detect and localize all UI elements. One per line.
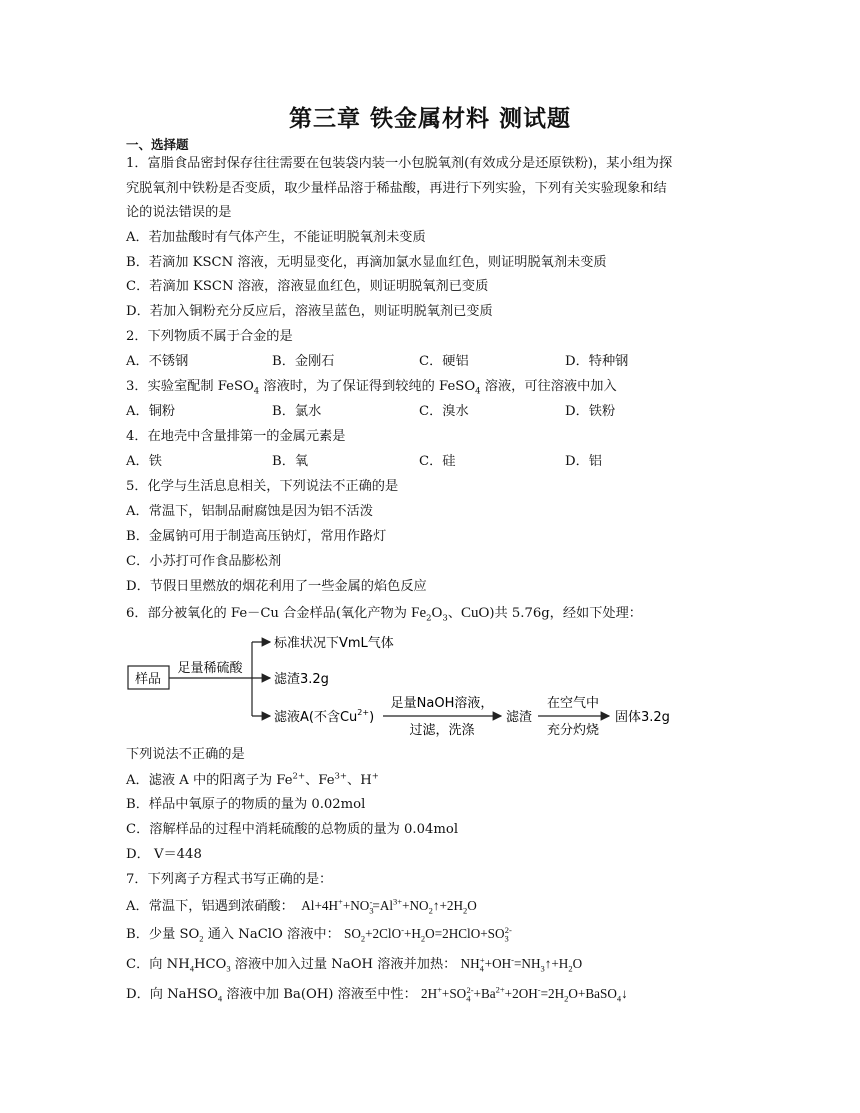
q6-stem-part-b: )共 5.76g，经如下处理： xyxy=(489,606,642,621)
q6-oxide-o: O xyxy=(431,605,443,621)
q1-option-d: D．若加入铜粉充分反应后，溶液呈蓝色，则证明脱氧剂已变质 xyxy=(126,304,493,319)
ion-text-2: 、H xyxy=(347,773,372,788)
q7-a-prefix: A．常温下，铝遇到浓硝酸： xyxy=(126,899,294,914)
q6-oxide-sub-b: 3 xyxy=(442,613,448,624)
q4-option-d: D．铝 xyxy=(565,454,602,469)
q7-option-d: D．向 NaHSO$_4$ 溶液中加 Ba(OH) 溶液至中性： $2H^++SO_4^{2-}+Ba^{2+}+2OH^-=2H_2O+BaSO_4↓$ xyxy=(126,984,628,1004)
q6-oxide-sub-a: 2 xyxy=(426,613,432,624)
q7-a-equation: $Al+4H^++NO_3^-=Al^{3+}+NO_2↑+2H_2O$ xyxy=(297,896,477,916)
q6-oxide-cuo: CuO xyxy=(461,605,490,621)
q5-stem: 5．化学与生活息息相关，下列说法不正确的是 xyxy=(126,479,399,494)
q5-option-c: C．小苏打可作食品膨松剂 xyxy=(126,554,282,569)
q3-subscript-b: 4 xyxy=(475,386,481,397)
q6-option-d: D． V＝448 xyxy=(126,847,202,862)
q3-option-a: A．铜粉 xyxy=(126,404,176,419)
q4-option-b: B．氧 xyxy=(272,454,309,469)
solid-label: 固体3.2g xyxy=(615,710,670,725)
filtrate-end: ) xyxy=(369,710,375,725)
q2-option-d: D．特种钢 xyxy=(565,354,629,369)
q4-option-a: A．铁 xyxy=(126,454,162,469)
q5-option-d: D．节假日里燃放的烟花利用了一些金属的焰色反应 xyxy=(126,579,427,594)
q4-option-c: C．硅 xyxy=(419,454,456,469)
q6-separator: 、 xyxy=(447,606,461,621)
page-title: 第三章 铁金属材料 测试题 xyxy=(288,106,571,132)
q6-oxide-fe: Fe xyxy=(411,605,427,621)
ion-text-1: 、Fe xyxy=(305,773,335,788)
q1-stem-line-3: 论的说法错误的是 xyxy=(126,205,232,220)
q1-option-a: A．若加盐酸时有气体产生，不能证明脱氧剂未变质 xyxy=(126,230,426,245)
q1-option-b: B．若滴加 KSCN 溶液，无明显变化，再滴加氯水显血红色，则证明脱氧剂未变质 xyxy=(126,255,607,270)
q7-option-c: C．向 $NH_4HCO_3$ 溶液中加入过量 NaOH 溶液并加热： $NH_4^++OH^-=NH_3↑+H_2O$ xyxy=(126,954,583,974)
filter-residue-label: 滤渣 xyxy=(506,710,533,725)
q7-d-prefix: D．向 NaHSO xyxy=(126,987,218,1002)
acid-label: 足量稀硫酸 xyxy=(177,661,243,676)
q6-stem-part-a: 6．部分被氧化的 Fe－Cu 合金样品(氧化产物为 xyxy=(126,606,412,621)
q7-b-middle: 通入 NaClO 溶液中： xyxy=(203,927,340,942)
q2-option-a: A．不锈钢 xyxy=(126,354,189,369)
q7-stem: 7．下列离子方程式书写正确的是： xyxy=(126,872,333,887)
q6-option-a xyxy=(126,772,379,790)
q6-stem xyxy=(126,604,642,623)
filtrate-sup: 2+ xyxy=(357,708,370,717)
q7-d-suffix: 溶液至中性： xyxy=(333,987,417,1002)
ion-sup-2: 3+ xyxy=(334,771,348,782)
q5-option-a: A．常温下，铝制品耐腐蚀是因为铝不活泼 xyxy=(126,504,373,519)
q6-option-a-text: A．滤液 A 中的阳离子为 Fe xyxy=(126,773,293,788)
q7-option-a xyxy=(126,897,477,916)
q7-c-suffix: 溶液中加入过量 NaOH 溶液并加热： xyxy=(230,957,457,972)
q3-option-d: D．铁粉 xyxy=(565,404,616,419)
naoh-label-top: 足量NaOH溶液， xyxy=(390,696,494,711)
q3-stem-part-c: 溶液，可往溶液中加入 xyxy=(484,379,617,394)
gas-label: 标准状况下VmL气体 xyxy=(274,636,394,651)
q7-b-equation: $SO_2+2ClO^-+H_2O=2HClO+SO_3^{2-}$ xyxy=(343,924,512,944)
filtrate-label xyxy=(274,708,374,725)
q1-option-c: C．若滴加 KSCN 溶液，溶液显血红色，则证明脱氧剂已变质 xyxy=(126,279,489,294)
q5-option-b: B．金属钠可用于制造高压钠灯，常用作路灯 xyxy=(126,529,387,544)
q3-option-b: B．氯水 xyxy=(272,404,322,419)
q6-option-c: C．溶解样品的过程中消耗硫酸的总物质的量为 0.04mol xyxy=(126,822,459,837)
q7-c-prefix: C．向 NH xyxy=(126,957,190,972)
q4-stem: 4．在地壳中含量排第一的金属元素是 xyxy=(126,429,346,444)
q6-after-text: 下列说法不正确的是 xyxy=(126,747,245,762)
q2-stem: 2．下列物质不属于合金的是 xyxy=(126,329,293,344)
ion-sup-1: 2+ xyxy=(292,771,306,782)
q6-flow-diagram xyxy=(126,630,686,742)
q7-c-middle: HCO xyxy=(193,957,227,972)
q3-subscript-a: 4 xyxy=(253,386,260,397)
q7-option-b: B．少量 $SO_2$ 通入 NaClO 溶液中： $SO_2+2ClO^-+H_2O=2HClO+SO_3^{2-}$ xyxy=(126,924,512,944)
q1-stem-line-1: 1．富脂食品密封保存往往需要在包装袋内装一小包脱氧剂(有效成分是还原铁粉)，某小组为探 xyxy=(126,156,673,171)
q1-stem-line-2: 究脱氧剂中铁粉是否变质，取少量样品溶于稀盐酸，再进行下列实验，下列有关实验现象和结 xyxy=(126,181,667,196)
burn-label-top: 在空气中 xyxy=(546,696,600,711)
filtrate-text: 滤液A(不含Cu xyxy=(274,710,358,725)
q3-option-c: C．溴水 xyxy=(419,404,469,419)
ion-sup-3: + xyxy=(371,771,379,782)
q3-stem xyxy=(126,378,617,396)
residue-label: 滤渣3.2g xyxy=(274,672,329,687)
q3-stem-part-a: 3．实验室配制 FeSO xyxy=(126,379,254,394)
q2-option-b: B．金刚石 xyxy=(272,354,335,369)
q6-option-b: B．样品中氧原子的物质的量为 0.02mol xyxy=(126,797,366,812)
q2-option-c: C．硬铝 xyxy=(419,354,469,369)
q7-d-equation: $2H^++SO_4^{2-}+Ba^{2+}+2OH^-=2H_2O+BaSO_4↓$ xyxy=(420,984,628,1004)
q3-stem-part-b: 溶液时，为了保证得到较纯的 FeSO xyxy=(263,379,476,394)
naoh-label-bottom: 过滤，洗涤 xyxy=(409,723,475,738)
q7-b-prefix: B．少量 SO xyxy=(126,927,200,942)
q7-d-middle: 溶液中加 Ba(OH) xyxy=(222,987,334,1002)
q7-c-equation: $NH_4^++OH^-=NH_3↑+H_2O$ xyxy=(460,954,583,974)
sample-label: 样品 xyxy=(134,672,162,687)
section-heading: 一、选择题 xyxy=(126,137,189,152)
burn-label-bottom: 充分灼烧 xyxy=(546,723,600,738)
